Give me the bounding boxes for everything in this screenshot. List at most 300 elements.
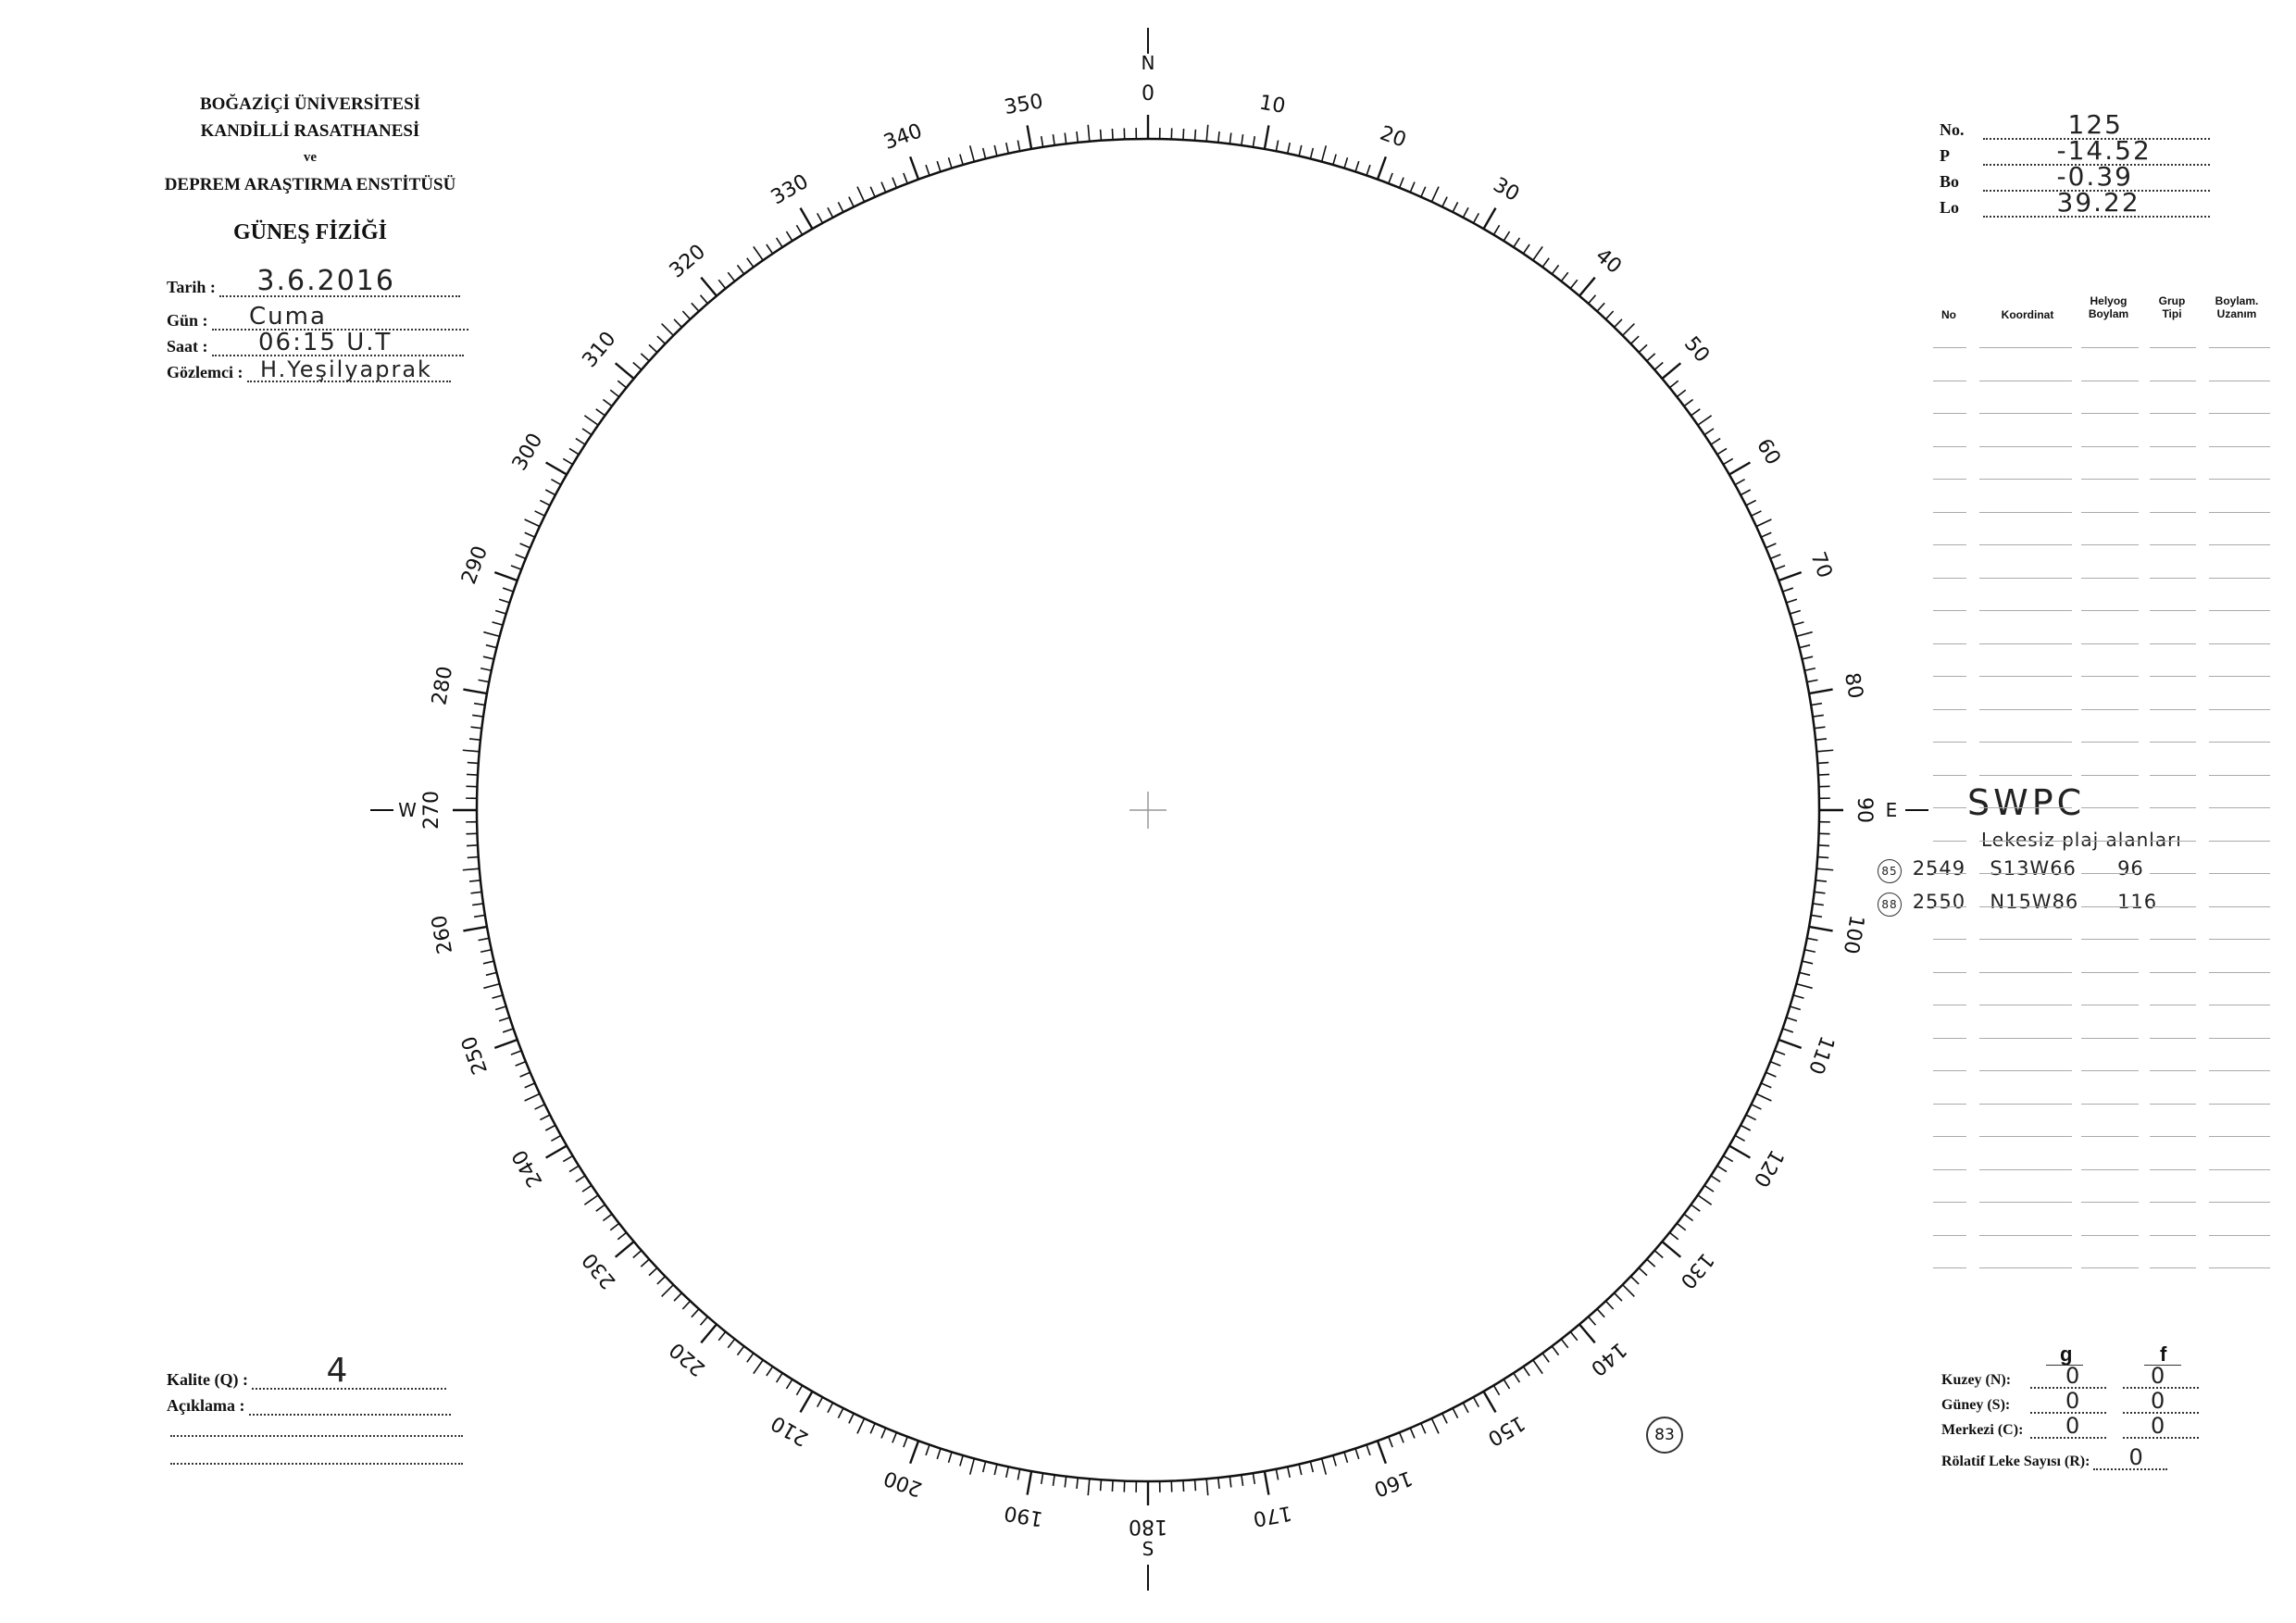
table-rule [2150,544,2196,545]
table-rule [1933,676,1966,677]
degree-tick [1756,1093,1771,1101]
degree-tick [1288,1467,1290,1478]
degree-label: 160 [1370,1465,1416,1501]
degree-tick [1017,1469,1019,1480]
table-rule [2150,1070,2196,1071]
degree-tick [1815,727,1826,728]
degree-tick [494,1040,517,1048]
degree-tick [828,207,833,218]
degree-tick [1322,1458,1327,1474]
degree-label: 10 [1257,91,1288,119]
degree-tick [467,845,478,846]
degree-label: 50 [1678,332,1715,368]
table-rule [2209,512,2270,513]
degree-tick [1723,458,1732,464]
degree-tick [1796,632,1812,637]
degree-tick [525,1093,540,1101]
degree-tick [701,278,717,296]
degree-tick [657,1277,666,1284]
degree-tick [468,763,479,764]
degree-tick [540,500,550,505]
degree-tick [1793,622,1804,625]
degree-tick [801,208,813,230]
row-no: 2549 [1912,857,1966,880]
degree-tick [777,1373,783,1382]
degree-tick [892,178,896,188]
degree-tick [718,1331,726,1340]
degree-tick [1253,1473,1254,1484]
table-rule [2081,841,2139,842]
table-rule [1933,775,1966,776]
degree-tick [1344,157,1348,168]
degree-tick [493,995,504,998]
degree-tick [718,280,726,288]
degree-tick [582,1185,592,1192]
degree-tick [1639,344,1647,352]
degree-tick [1799,645,1810,648]
degree-tick [603,399,612,406]
aciklama-line[interactable] [170,1435,463,1437]
degree-tick [1378,156,1386,179]
f-header: f [2160,1342,2167,1366]
table-rule [1933,610,1966,611]
degree-tick [701,1324,717,1342]
degree-tick [1463,207,1468,218]
degree-tick [520,1072,530,1077]
degree-tick [1597,1309,1604,1317]
row-no: 2550 [1912,891,1966,913]
table-rule [1933,544,1966,545]
degree-tick [1605,1301,1613,1309]
degree-tick [1206,1479,1208,1495]
degree-tick [1818,845,1829,846]
degree-tick [657,336,666,343]
degree-tick [1265,125,1269,149]
table-rule [1979,939,2072,940]
degree-tick [1783,1029,1793,1032]
degree-tick [728,272,734,281]
degree-tick [1112,1480,1113,1492]
degree-tick [483,656,494,659]
degree-tick [1183,1480,1184,1492]
table-rule [1979,1070,2072,1071]
table-rule [2209,775,2270,776]
table-rule [1933,512,1966,513]
degree-tick [1431,187,1439,202]
kalite-field[interactable] [167,1352,446,1390]
guney-label: Güney (S): [1941,1397,2011,1413]
degree-tick [1400,178,1404,188]
degree-tick [1570,1331,1578,1340]
degree-tick [904,1437,907,1447]
table-rule [2081,1267,2139,1268]
table-rule [1933,1202,1966,1203]
guney-f: 0 [2151,1388,2167,1414]
table-rule [1979,1038,2072,1039]
degree-tick [1723,1155,1732,1161]
table-rule [2081,775,2139,776]
table-rule [2209,676,2270,677]
table-rule [2081,1104,2139,1105]
table-rule [2150,1202,2196,1203]
degree-tick [569,448,579,454]
table-rule [2081,807,2139,808]
degree-tick [1809,927,1833,931]
degree-label: 180 [1129,1515,1167,1538]
table-rule [1979,578,2072,579]
degree-tick [1793,995,1804,998]
degree-tick [1816,868,1833,870]
saat-value: 06:15 U.T [258,329,393,356]
degree-tick [892,1432,896,1442]
degree-tick [662,1285,674,1297]
degree-tick [479,680,490,681]
south-label: S [1142,1538,1154,1560]
p-label: P [1940,146,1950,165]
degree-tick [1389,1437,1392,1447]
table-rule [1979,1169,2072,1170]
degree-label: 120 [1748,1145,1789,1192]
degree-tick [479,938,490,940]
table-rule [2081,709,2139,710]
table-rule [2150,479,2196,480]
degree-tick [1813,715,1824,717]
degree-tick [1077,1478,1078,1489]
table-rule [2209,347,2270,348]
table-rule [1979,544,2072,545]
degree-tick [1101,130,1102,141]
degree-label: 300 [507,429,548,475]
table-rule [2209,446,2270,447]
degree-tick [474,704,485,705]
degree-tick [470,892,481,893]
degree-label: 340 [880,119,926,156]
kuzey-row[interactable] [1941,1363,2199,1389]
degree-tick [796,225,802,234]
table-rule [1979,610,2072,611]
degree-tick [474,915,485,917]
degree-tick [1299,1464,1302,1475]
merkezi-row[interactable] [1941,1413,2199,1439]
degree-tick [1813,904,1824,905]
degree-tick [700,295,707,304]
degree-tick [1698,416,1712,425]
kuzey-f: 0 [2151,1363,2167,1389]
degree-tick [1766,1072,1776,1077]
guney-row[interactable] [1941,1388,2199,1414]
degree-tick [1647,1259,1655,1267]
degree-tick [1691,1205,1701,1211]
degree-label: 220 [665,1337,710,1380]
degree-tick [1504,1380,1509,1389]
col-grup-header: Grup Tipi [2158,294,2186,320]
degree-tick [469,880,480,881]
degree-tick [511,566,521,569]
degree-tick [616,363,634,379]
degree-tick [563,1155,572,1161]
degree-tick [493,622,504,625]
bo-label: Bo [1940,172,1960,191]
degree-tick [777,238,783,247]
degree-tick [1473,213,1479,222]
degree-label: 240 [507,1145,548,1192]
degree-tick [926,1445,930,1455]
guney-g: 0 [2065,1388,2082,1414]
degree-tick [1799,972,1810,975]
col-uzanim-header: Boylam. Uzanım [2215,294,2259,320]
degree-tick [737,1346,743,1355]
degree-tick [1639,1267,1647,1275]
degree-tick [1442,1414,1447,1424]
table-rule [2209,841,2270,842]
degree-tick [546,463,568,475]
degree-tick [881,182,886,193]
degree-tick [1741,1125,1751,1130]
degree-tick [1514,1373,1520,1382]
degree-tick [1698,1195,1712,1205]
table-rule [2150,676,2196,677]
degree-tick [468,857,479,858]
degree-tick [503,588,513,592]
degree-tick [1410,1428,1415,1438]
degree-tick [1523,1367,1529,1376]
degree-tick [1378,1441,1386,1463]
table-rule [1933,446,1966,447]
table-rule [2209,1169,2270,1170]
degree-tick [463,868,480,870]
table-rule [2209,1070,2270,1071]
degree-tick [849,1414,854,1424]
degree-tick [1669,1232,1678,1240]
degree-tick [910,156,918,179]
degree-label: 280 [428,664,458,707]
degree-tick [516,1062,526,1066]
table-rule [2081,578,2139,579]
degree-tick [1787,1017,1797,1021]
degree-tick [472,715,483,717]
degree-tick [1766,543,1776,548]
saat-label: Saat : [167,337,208,356]
degree-tick [463,690,487,694]
degree-tick [1735,480,1744,485]
degree-tick [584,1195,598,1205]
degree-label: 230 [578,1248,621,1293]
degree-tick [870,187,875,197]
aciklama-field[interactable] [167,1396,451,1416]
degree-tick [1112,129,1113,140]
degree-tick [983,148,986,159]
table-rule [1979,347,2072,348]
table-rule [1979,775,2072,776]
degree-label: 200 [880,1465,926,1501]
degree-tick [1017,141,1019,152]
degree-tick [1752,511,1762,516]
degree-tick [1804,668,1816,670]
gun-label: Gün : [167,311,208,330]
row-coord: S13W66 [1990,857,2077,880]
degree-tick [1704,1185,1714,1192]
degree-tick [1807,680,1818,681]
table-rule [1979,512,2072,513]
degree-label: 70 [1805,549,1837,581]
degree-tick [1484,208,1496,230]
degree-tick [1761,532,1771,537]
degree-label: 290 [457,543,493,588]
degree-tick [486,645,497,648]
degree-tick [949,1452,953,1462]
degree-tick [1662,363,1680,379]
degree-tick [1717,1166,1727,1171]
degree-tick [674,319,681,328]
table-rule [2081,1136,2139,1137]
row-helyog: 96 [2117,857,2144,880]
degree-tick [1265,1471,1269,1495]
degree-tick [511,1051,521,1055]
table-rule [2150,512,2196,513]
table-rule [1933,742,1966,743]
degree-tick [1654,362,1663,369]
degree-tick [662,324,674,336]
table-rule [2209,610,2270,611]
table-rule [1933,578,1966,579]
degree-label: 190 [1002,1500,1045,1530]
degree-tick [728,1339,734,1347]
degree-tick [1804,950,1816,952]
table-rule [2209,1136,2270,1137]
degree-tick [1579,278,1595,296]
table-rule [2209,578,2270,579]
degree-tick [1253,136,1254,147]
lo-label: Lo [1940,198,1960,217]
degree-tick [937,161,941,171]
degree-tick [1542,1354,1549,1363]
degree-tick [649,344,657,352]
table-rule [1933,939,1966,940]
degree-tick [796,1385,802,1394]
table-rule [2209,1202,2270,1203]
degree-tick [1756,519,1771,527]
degree-tick [486,972,497,975]
table-rule [2081,1038,2139,1039]
degree-tick [1579,1324,1595,1342]
degree-tick [1770,555,1780,558]
degree-tick [1504,231,1509,241]
degree-tick [1552,1346,1558,1355]
gun-value: Cuma [249,303,327,331]
degree-tick [994,145,997,156]
degree-tick [1802,656,1813,659]
degree-tick [1735,1135,1744,1141]
table-rule [2209,413,2270,414]
degree-label: 330 [767,169,813,210]
degree-tick [1042,1473,1043,1484]
degree-tick [828,1403,833,1413]
degree-tick [535,511,545,516]
degree-tick [1206,125,1208,142]
table-rule [2081,643,2139,644]
degree-tick [1811,704,1822,705]
table-rule [1979,841,2072,842]
degree-tick [960,1455,963,1467]
table-rule [2081,906,2139,907]
table-rule [2150,1169,2196,1170]
table-rule [2150,1104,2196,1105]
table-rule [1979,643,2072,644]
degree-tick [1310,1461,1313,1472]
degree-tick [849,197,854,207]
degree-tick [618,1232,626,1240]
table-rule [1933,972,1966,973]
degree-tick [767,244,773,254]
degree-tick [1493,225,1499,234]
degree-tick [603,1214,612,1220]
table-rule [2150,709,2196,710]
aciklama-line[interactable] [170,1463,463,1465]
kuzey-g: 0 [2065,1363,2082,1389]
degree-label: 210 [767,1410,813,1451]
degree-tick [1006,1467,1008,1478]
table-rule [2150,643,2196,644]
table-rule [2209,742,2270,743]
degree-tick [692,303,699,311]
table-rule [1933,479,1966,480]
degree-tick [1355,161,1359,171]
table-rule [2081,347,2139,348]
table-rule [2209,939,2270,940]
degree-tick [1811,915,1822,917]
degree-tick [994,1464,997,1475]
degree-tick [1615,319,1622,328]
degree-tick [1533,246,1542,260]
table-rule [2150,1267,2196,1268]
degree-tick [747,1354,754,1363]
table-rule [1979,906,2072,907]
degree-tick [499,599,509,603]
p-value: -14.52 [2056,135,2152,166]
degree-tick [467,774,478,775]
department-title: GÜNEŞ FİZİĞİ [232,220,388,244]
degree-tick [1783,588,1793,592]
degree-tick [926,165,930,175]
degree-tick [551,480,560,485]
degree-tick [576,439,585,445]
degree-tick [616,1242,634,1257]
degree-tick [1796,984,1812,989]
table-rule [2150,1038,2196,1039]
degree-tick [737,265,743,274]
institution-line-3: ve [303,150,318,165]
degree-tick [1711,439,1720,445]
rolatif-row[interactable] [1941,1444,2167,1470]
degree-tick [1787,599,1797,603]
degree-tick [1684,399,1693,406]
degree-tick [1790,1006,1800,1010]
degree-tick [1410,182,1415,193]
lo-value: 39.22 [2056,187,2140,218]
table-rule [2150,841,2196,842]
degree-tick [983,1461,986,1472]
degree-tick [1818,774,1829,775]
degree-tick [1028,1471,1032,1495]
merkezi-f: 0 [2151,1413,2167,1439]
degree-tick [1088,1479,1090,1495]
table-rule [1979,873,2072,874]
degree-tick [472,904,483,905]
degree-label: 100 [1838,913,1868,956]
stamp-circle: 83 [1646,1417,1683,1454]
table-rule [2150,775,2196,776]
degree-tick [641,1259,649,1267]
